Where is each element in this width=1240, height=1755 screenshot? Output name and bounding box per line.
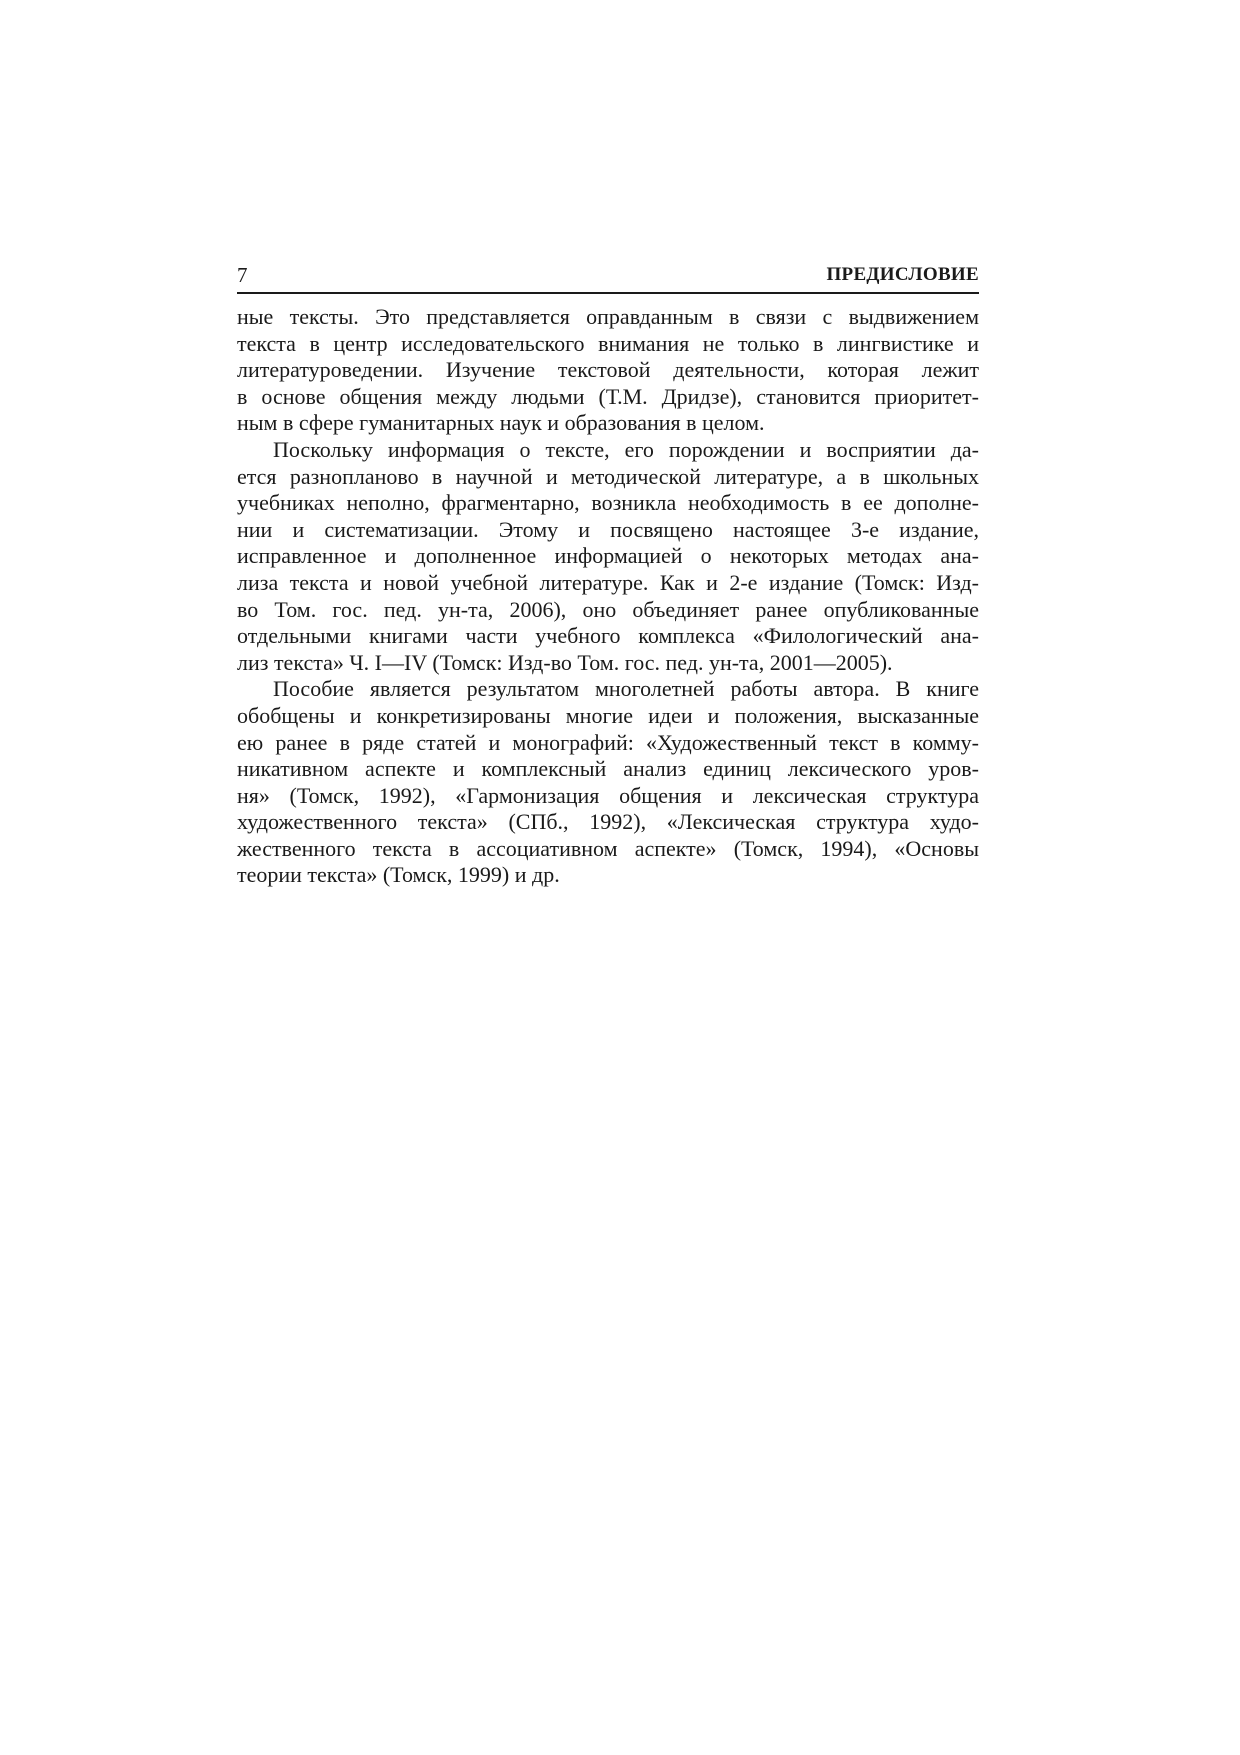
- paragraph-1: [237, 304, 979, 437]
- text-line: учебниках неполно, фрагментарно, возникла необходимость в ее дополне-: [237, 490, 979, 516]
- text-line: ется разнопланово в научной и методической литературе, а в школьных: [237, 463, 979, 489]
- text-line: Пособие является результатом многолетней работы автора. В книге: [273, 676, 979, 702]
- body-text: [237, 304, 979, 889]
- text-line: лиза текста и новой учебной литературе. Как и 2-е издание (Томск: Изд-: [237, 569, 979, 595]
- text-line: отдельными книгами части учебного комплекса «Филологический ана-: [237, 623, 979, 649]
- text-line: литературоведении. Изучение текстовой деятельности, которая лежит: [237, 357, 979, 383]
- text-line: теории текста» (Томск, 1999) и др.: [237, 862, 560, 888]
- text-line: ным в сфере гуманитарных наук и образования в целом.: [237, 410, 765, 436]
- text-line: обобщены и конкретизированы многие идеи и положения, высказанные: [237, 702, 979, 728]
- paragraph-3: [237, 676, 979, 889]
- text-line: Поскольку информация о тексте, его порождении и восприятии да-: [273, 436, 979, 462]
- section-title: ПРЕДИСЛОВИЕ: [826, 264, 979, 285]
- paragraph-2: [237, 437, 979, 676]
- text-line: ня» (Томск, 1992), «Гармонизация общения и лексическая структура: [237, 782, 979, 808]
- text-line: в основе общения между людьми (Т.М. Дридзе), становится приоритет-: [237, 383, 979, 409]
- text-line: лиз текста» Ч. I—IV (Томск: Изд-во Том. гос. пед. ун-та, 2001—2005).: [237, 649, 893, 675]
- text-line: жественного текста в ассоциативном аспекте» (Томск, 1994), «Основы: [237, 835, 979, 861]
- text-line: никативном аспекте и комплексный анализ единиц лексического уров-: [237, 756, 979, 782]
- page-number: 7: [237, 263, 248, 287]
- running-header: [237, 262, 979, 294]
- text-line: во Том. гос. пед. ун-та, 2006), оно объединяет ранее опубликованные: [237, 596, 979, 622]
- text-line: нии и систематизации. Этому и посвящено настоящее 3-е издание,: [237, 516, 979, 542]
- text-line: текста в центр исследовательского внимания не только в лингвистике и: [237, 330, 979, 356]
- text-line: ею ранее в ряде статей и монографий: «Художественный текст в комму-: [237, 729, 979, 755]
- text-line: ные тексты. Это представляется оправданным в связи с выдвижением: [237, 304, 979, 329]
- text-line: исправленное и дополненное информацией о некоторых методах ана-: [237, 543, 979, 569]
- text-line: художественного текста» (СПб., 1992), «Лексическая структура худо-: [237, 809, 979, 835]
